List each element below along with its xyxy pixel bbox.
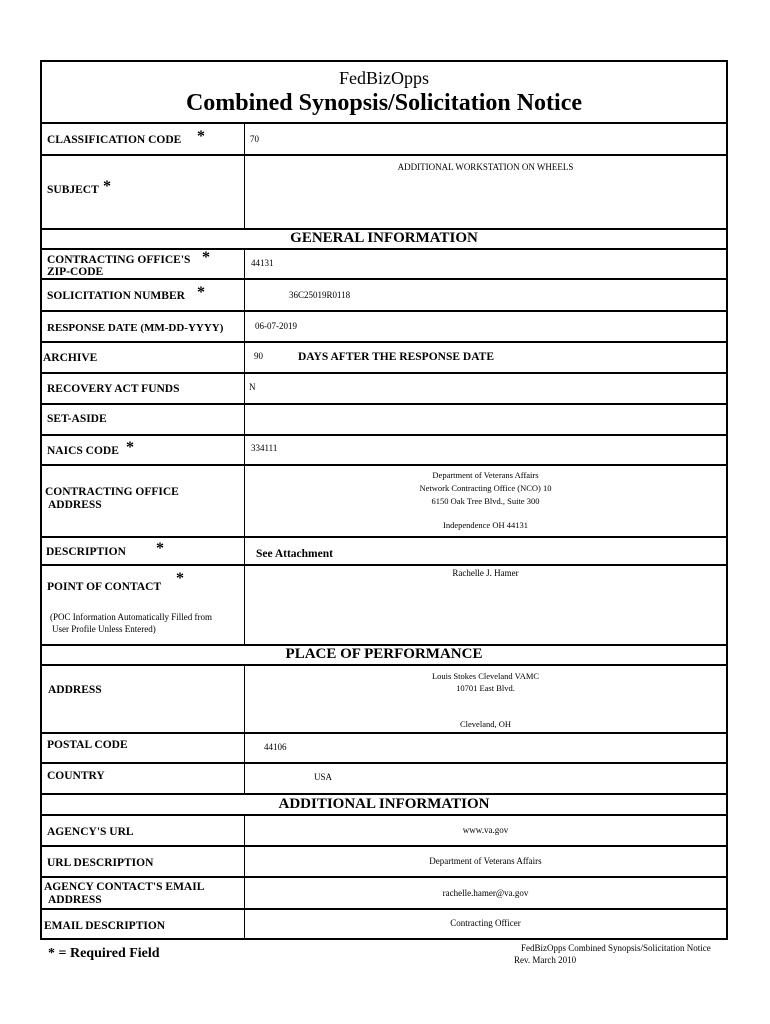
required-field-note: * = Required Field xyxy=(48,946,160,961)
agency-email-field[interactable] xyxy=(245,878,726,908)
solicitation-number-label: SOLICITATION NUMBER xyxy=(47,290,185,302)
row-postal-code xyxy=(42,734,726,764)
recovery-act-value: N xyxy=(249,382,256,392)
row-zip-code xyxy=(42,250,726,280)
agency-url-value: www.va.gov xyxy=(462,825,509,835)
poc-value: Rachelle J. Hamer xyxy=(452,568,519,578)
office-address-line4: Independence OH 44131 xyxy=(443,520,528,530)
classification-code-field[interactable] xyxy=(245,124,726,154)
country-label: COUNTRY xyxy=(47,770,105,782)
required-star: * xyxy=(156,540,164,557)
place-address-label: ADDRESS xyxy=(48,684,102,696)
postal-code-value: 44106 xyxy=(264,742,287,752)
place-address-line3: Cleveland, OH xyxy=(460,719,511,729)
set-aside-label: SET-ASIDE xyxy=(47,413,107,425)
section-general-information: GENERAL INFORMATION xyxy=(42,230,726,250)
archive-field[interactable] xyxy=(245,343,726,372)
row-agency-url xyxy=(42,816,726,847)
required-star: * xyxy=(197,128,205,145)
response-date-field[interactable] xyxy=(245,312,726,341)
email-description-label: EMAIL DESCRIPTION xyxy=(44,920,166,932)
row-description xyxy=(42,538,726,566)
email-label-line1: AGENCY CONTACT'S EMAIL xyxy=(44,881,205,893)
email-description-value: Contracting Officer xyxy=(450,918,521,928)
naics-code-label: NAICS CODE xyxy=(47,445,119,457)
office-address-line2: Network Contracting Office (NCO) 10 xyxy=(419,483,552,493)
office-address-field[interactable] xyxy=(245,466,726,536)
footer-revision: Rev. March 2010 xyxy=(514,955,577,965)
solicitation-form xyxy=(40,60,728,940)
office-address-line1: Department of Veterans Affairs xyxy=(432,470,539,480)
subject-label: SUBJECT xyxy=(47,184,99,196)
naics-code-value: 334111 xyxy=(251,443,278,453)
archive-suffix: DAYS AFTER THE RESPONSE DATE xyxy=(298,351,494,363)
subject-field[interactable] xyxy=(245,156,726,228)
subject-value: ADDITIONAL WORKSTATION ON WHEELS xyxy=(397,162,574,172)
set-aside-field[interactable] xyxy=(245,405,726,434)
poc-field[interactable] xyxy=(245,566,726,644)
row-country xyxy=(42,764,726,795)
row-response-date xyxy=(42,312,726,343)
email-description-field[interactable] xyxy=(245,910,726,940)
poc-note-line1: (POC Information Automatically Filled from xyxy=(50,612,212,622)
row-naics-code xyxy=(42,436,726,466)
zip-code-value: 44131 xyxy=(251,258,274,268)
form-header xyxy=(42,62,726,124)
url-description-value: Department of Veterans Affairs xyxy=(429,856,542,866)
row-point-of-contact xyxy=(42,566,726,646)
description-field[interactable] xyxy=(245,538,726,564)
agency-email-value: rachelle.hamer@va.gov xyxy=(442,888,529,898)
row-subject xyxy=(42,156,726,230)
row-agency-contact-email xyxy=(42,878,726,910)
url-description-field[interactable] xyxy=(245,847,726,876)
office-address-label-line1: CONTRACTING OFFICE xyxy=(45,486,179,498)
office-address-label-line2: ADDRESS xyxy=(48,499,102,511)
agency-url-field[interactable] xyxy=(245,816,726,845)
recovery-act-label: RECOVERY ACT FUNDS xyxy=(47,383,180,395)
recovery-act-field[interactable] xyxy=(245,374,726,403)
poc-note-line2: User Profile Unless Entered) xyxy=(52,624,156,634)
office-address-line3: 6150 Oak Tree Blvd., Suite 300 xyxy=(431,496,540,506)
row-set-aside xyxy=(42,405,726,436)
place-address-line1: Louis Stokes Cleveland VAMC xyxy=(431,671,540,681)
country-field[interactable] xyxy=(245,764,726,793)
required-star: * xyxy=(103,178,111,195)
archive-value: 90 xyxy=(254,351,263,361)
required-star: * xyxy=(197,284,205,301)
required-star: * xyxy=(176,570,184,587)
response-date-value: 06-07-2019 xyxy=(255,321,297,331)
classification-code-value: 70 xyxy=(250,134,259,144)
email-label-line2: ADDRESS xyxy=(48,894,102,906)
row-place-address xyxy=(42,666,726,734)
description-label: DESCRIPTION xyxy=(46,546,126,558)
postal-code-label: POSTAL CODE xyxy=(47,739,128,751)
required-star: * xyxy=(126,439,134,456)
row-recovery-act-funds xyxy=(42,374,726,405)
classification-code-label: CLASSIFICATION CODE xyxy=(47,134,182,146)
row-solicitation-number xyxy=(42,280,726,312)
row-url-description xyxy=(42,847,726,878)
zip-label-line2: ZIP-CODE xyxy=(47,266,104,278)
solicitation-number-field[interactable] xyxy=(245,280,726,310)
section-additional-information: ADDITIONAL INFORMATION xyxy=(42,795,726,816)
form-title: Combined Synopsis/Solicitation Notice xyxy=(185,90,583,116)
place-address-line2: 10701 East Blvd. xyxy=(456,683,515,693)
zip-label-line1: CONTRACTING OFFICE'S xyxy=(47,254,191,266)
poc-label: POINT OF CONTACT xyxy=(47,581,162,593)
header-line1: FedBizOpps xyxy=(339,68,429,88)
country-value: USA xyxy=(314,772,333,782)
description-value: See Attachment xyxy=(256,548,333,560)
row-classification-code xyxy=(42,124,726,156)
archive-label: ARCHIVE xyxy=(43,352,98,364)
zip-code-field[interactable] xyxy=(245,250,726,278)
place-address-field[interactable] xyxy=(245,666,726,732)
postal-code-field[interactable] xyxy=(245,734,726,762)
url-description-label: URL DESCRIPTION xyxy=(47,857,154,869)
solicitation-number-value: 36C25019R0118 xyxy=(289,290,351,300)
response-date-label: RESPONSE DATE (MM-DD-YYYY) xyxy=(47,322,224,334)
row-contracting-office-address xyxy=(42,466,726,538)
section-place-of-performance: PLACE OF PERFORMANCE xyxy=(42,646,726,666)
agency-url-label: AGENCY'S URL xyxy=(47,826,134,838)
footer-form-name: FedBizOpps Combined Synopsis/Solicitation Notice xyxy=(521,943,711,953)
required-star: * xyxy=(202,249,210,266)
row-archive xyxy=(42,343,726,374)
row-email-description xyxy=(42,910,726,940)
naics-code-field[interactable] xyxy=(245,436,726,464)
